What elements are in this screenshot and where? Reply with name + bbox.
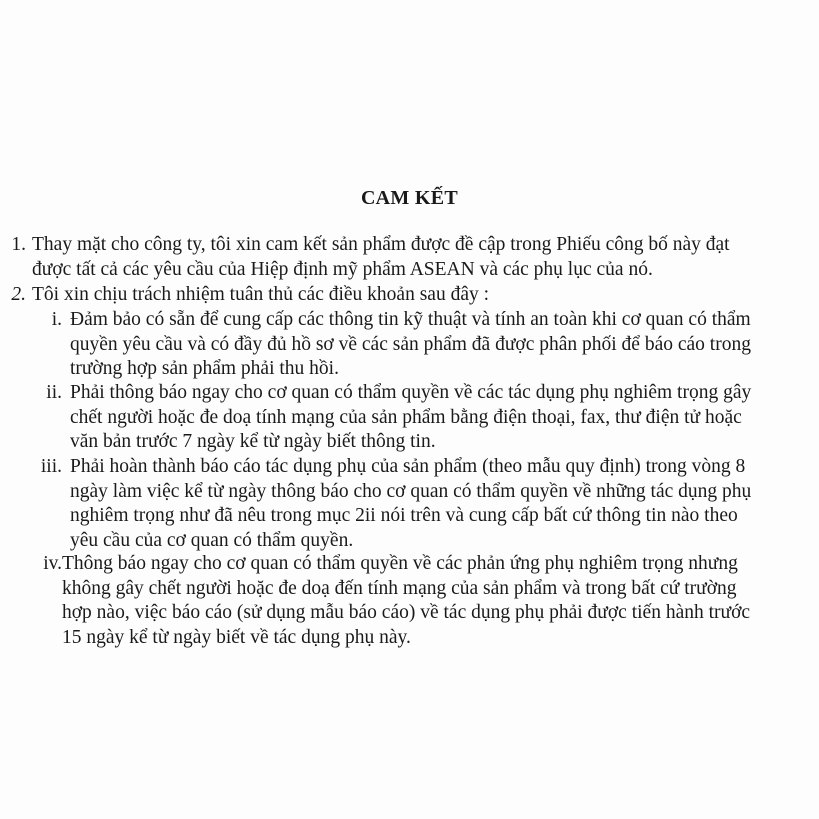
sub-item-number: iv. <box>43 553 62 574</box>
sub-item-line: 15 ngày kể từ ngày biết về tác dụng phụ này. <box>62 626 411 648</box>
sub-item-line: nghiêm trọng như đã nêu trong mục 2ii nói trên và cung cấp bất cứ thông tin nào theo <box>70 505 738 526</box>
list-item-number: 1. <box>11 234 26 255</box>
sub-item-line: văn bản trước 7 ngày kể từ ngày biết thông tin. <box>70 431 436 452</box>
sub-item-line: Phải thông báo ngay cho cơ quan có thẩm quyền về các tác dụng phụ nghiêm trọng gây <box>70 382 752 403</box>
sub-item-line: ngày làm việc kể từ ngày thông báo cho cơ quan có thẩm quyền về những tác dụng phụ <box>70 480 752 502</box>
sub-item-line: Thông báo ngay cho cơ quan có thẩm quyền về các phản ứng phụ nghiêm trọng nhưng <box>62 553 738 574</box>
sub-item-line: Đảm bảo có sẵn để cung cấp các thông tin kỹ thuật và tính an toàn khi cơ quan có thẩm <box>70 309 751 330</box>
list-item-line: được tất cả các yêu cầu của Hiệp định mỹ phẩm ASEAN và các phụ lục của nó. <box>32 258 653 280</box>
document-title: CAM KẾT <box>360 187 459 209</box>
sub-item-line: Phải hoàn thành báo cáo tác dụng phụ của sản phẩm (theo mẫu quy định) trong vòng 8 <box>70 456 746 477</box>
sub-item-line: quyền yêu cầu và có đầy đủ hồ sơ về các sản phẩm đã được phân phối để báo cáo trong <box>70 333 751 355</box>
sub-item-line: chết người hoặc đe doạ tính mạng của sản phẩm bằng điện thoại, fax, thư điện tử hoặc <box>70 406 742 428</box>
sub-item-line: yêu cầu của cơ quan có thẩm quyền. <box>70 529 354 551</box>
sub-item-number: ii. <box>46 382 62 403</box>
sub-item-line: trường hợp sản phẩm phải thu hồi. <box>70 358 339 379</box>
list-item-number: 2. <box>11 284 26 305</box>
sub-item-line: không gây chết người hoặc đe doạ đến tính mạng của sản phẩm và trong bất cứ trường <box>62 577 737 599</box>
list-item-line: Tôi xin chịu trách nhiệm tuân thủ các điều khoản sau đây : <box>32 284 490 305</box>
sub-item-line: hợp nào, việc báo cáo (sử dụng mẫu báo cáo) về tác dụng phụ phải được tiến hành trước <box>62 602 751 623</box>
sub-item-number: i. <box>51 309 62 330</box>
list-item-line: Thay mặt cho công ty, tôi xin cam kết sản phẩm được đề cập trong Phiếu công bố này đạt <box>32 234 730 255</box>
sub-item-number: iii. <box>40 456 62 477</box>
